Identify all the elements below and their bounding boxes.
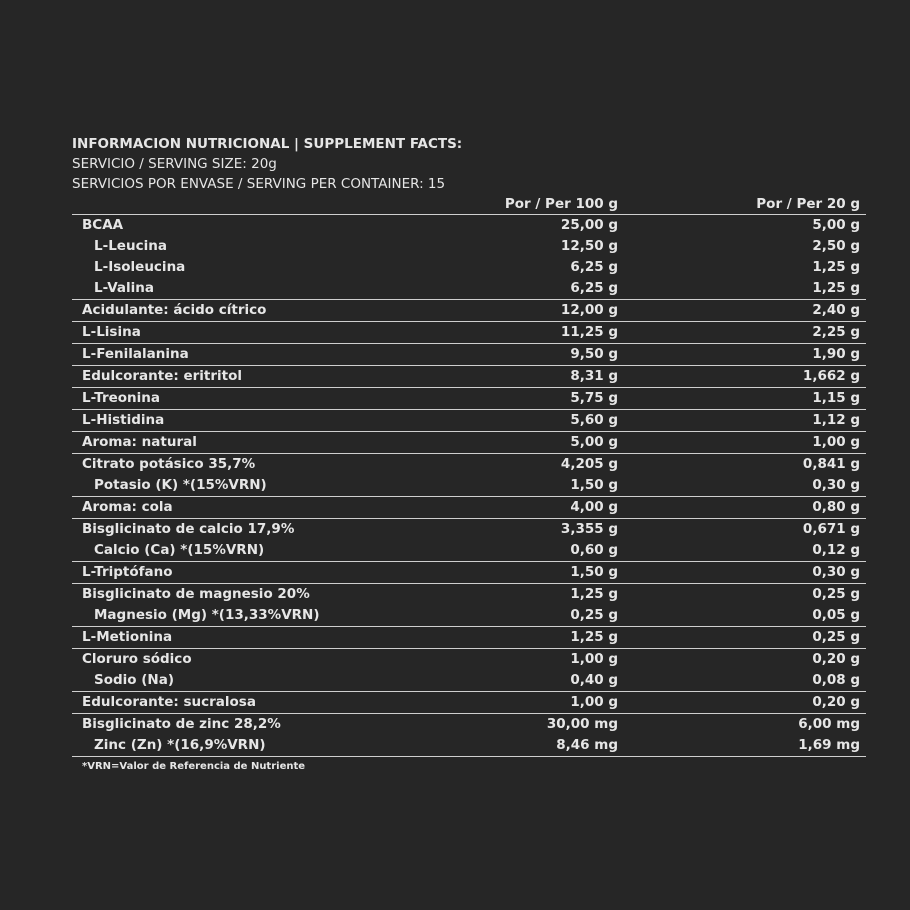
nutrient-name: Calcio (Ca) *(15%VRN) [94,542,265,558]
table-row [72,366,866,387]
nutrient-name: L-Triptófano [82,564,173,580]
value-per100: 5,60 g [570,412,618,428]
value-per20: 0,08 g [812,672,860,688]
nutrient-group [72,627,866,649]
nutrient-name: Aroma: cola [82,499,173,515]
table-row [72,236,866,257]
serving-size: SERVICIO / SERVING SIZE: 20g [72,156,277,172]
nutrient-group [72,322,866,344]
value-per100: 8,46 mg [556,737,618,753]
value-per20: 5,00 g [812,217,860,233]
value-per100: 1,50 g [570,564,618,580]
value-per100: 1,25 g [570,629,618,645]
value-per20: 6,00 mg [798,716,860,732]
nutrient-name: Edulcorante: eritritol [82,368,243,384]
nutrient-group [72,454,866,497]
value-per20: 0,25 g [812,629,860,645]
nutrient-name: L-Treonina [82,390,160,406]
nutrient-group [72,366,866,388]
value-per100: 4,205 g [560,456,618,472]
nutrient-name: L-Lisina [82,324,141,340]
table-row [72,497,866,518]
nutrient-group [72,344,866,366]
value-per100: 0,25 g [570,607,618,623]
value-per100: 9,50 g [570,346,618,362]
value-per20: 0,05 g [812,607,860,623]
value-per100: 6,25 g [570,280,618,296]
value-per20: 1,69 mg [798,737,860,753]
footnote: *VRN=Valor de Referencia de Nutriente [82,761,306,772]
table-row [72,562,866,583]
value-per20: 0,30 g [812,564,860,580]
nutrient-name: Sodio (Na) [94,672,175,688]
nutrient-group [72,432,866,454]
value-per20: 0,671 g [802,521,860,537]
value-per100: 5,00 g [570,434,618,450]
value-per20: 0,80 g [812,499,860,515]
value-per20: 0,25 g [812,586,860,602]
supplement-facts-panel [72,134,866,772]
nutrient-name: Cloruro sódico [82,651,192,667]
column-header-name [72,194,438,214]
nutrient-name: L-Valina [94,280,155,296]
value-per20: 0,20 g [812,651,860,667]
value-per100: 11,25 g [560,324,618,340]
column-header-per100: Por / Per 100 g [504,196,618,212]
nutrient-group [72,562,866,584]
table-row [72,300,866,321]
nutrient-group [72,388,866,410]
value-per100: 4,00 g [570,499,618,515]
value-per20: 0,12 g [812,542,860,558]
table-row [72,454,866,475]
value-per20: 1,25 g [812,259,860,275]
value-per20: 1,662 g [802,368,860,384]
value-per100: 5,75 g [570,390,618,406]
value-per20: 1,90 g [812,346,860,362]
value-per100: 0,40 g [570,672,618,688]
nutrient-name: Aroma: natural [82,434,197,450]
nutrient-name: Citrato potásico 35,7% [82,456,256,472]
table-row [72,670,866,691]
table-row [72,432,866,453]
table-row [72,322,866,343]
table-row [72,410,866,431]
table-row [72,627,866,648]
table-row [72,215,866,236]
table-row [72,584,866,605]
value-per100: 1,50 g [570,477,618,493]
value-per20: 2,25 g [812,324,860,340]
value-per100: 12,00 g [560,302,618,318]
value-per100: 1,00 g [570,694,618,710]
nutrient-name: L-Metionina [82,629,173,645]
table-row [72,344,866,365]
table-row [72,257,866,278]
nutrient-group [72,300,866,322]
nutrient-name: Bisglicinato de zinc 28,2% [82,716,281,732]
servings-per-container: SERVICIOS POR ENVASE / SERVING PER CONTAINER: 15 [72,176,446,192]
value-per20: 1,12 g [812,412,860,428]
nutrient-group [72,584,866,627]
value-per20: 1,25 g [812,280,860,296]
table-row [72,278,866,299]
table-row [72,475,866,496]
value-per100: 3,355 g [560,521,618,537]
value-per100: 1,00 g [570,651,618,667]
value-per100: 25,00 g [560,217,618,233]
table-row [72,605,866,626]
nutrient-group [72,714,866,757]
nutrient-name: L-Isoleucina [94,259,186,275]
value-per100: 6,25 g [570,259,618,275]
table-row [72,714,866,735]
nutrient-group [72,692,866,714]
nutrient-name: Bisglicinato de magnesio 20% [82,586,310,602]
nutrient-name: Magnesio (Mg) *(13,33%VRN) [94,607,320,623]
table-row [72,649,866,670]
value-per100: 12,50 g [560,238,618,254]
nutrient-name: L-Leucina [94,238,167,254]
nutrient-table-body [72,215,866,757]
nutrient-name: Edulcorante: sucralosa [82,694,256,710]
value-per20: 1,15 g [812,390,860,406]
nutrient-group [72,519,866,562]
value-per100: 8,31 g [570,368,618,384]
value-per20: 0,841 g [802,456,860,472]
table-row [72,540,866,561]
nutrient-group [72,649,866,692]
nutrient-name: L-Fenilalanina [82,346,189,362]
table-row [72,735,866,756]
table-row [72,388,866,409]
table-row [72,519,866,540]
value-per100: 0,60 g [570,542,618,558]
value-per20: 1,00 g [812,434,860,450]
nutrient-name: Zinc (Zn) *(16,9%VRN) [94,737,266,753]
nutrient-group [72,410,866,432]
column-header-per20: Por / Per 20 g [756,196,860,212]
nutrient-group [72,215,866,300]
value-per20: 2,40 g [812,302,860,318]
value-per20: 0,30 g [812,477,860,493]
facts-title: INFORMACION NUTRICIONAL | SUPPLEMENT FACTS: [72,136,463,152]
nutrient-name: BCAA [82,217,124,233]
value-per100: 30,00 mg [546,716,618,732]
nutrient-name: Bisglicinato de calcio 17,9% [82,521,295,537]
value-per20: 2,50 g [812,238,860,254]
nutrient-group [72,497,866,519]
value-per100: 1,25 g [570,586,618,602]
column-header-row [72,194,866,215]
nutrient-name: Potasio (K) *(15%VRN) [94,477,267,493]
nutrient-name: L-Histidina [82,412,165,428]
table-row [72,692,866,713]
value-per20: 0,20 g [812,694,860,710]
nutrient-name: Acidulante: ácido cítrico [82,302,267,318]
